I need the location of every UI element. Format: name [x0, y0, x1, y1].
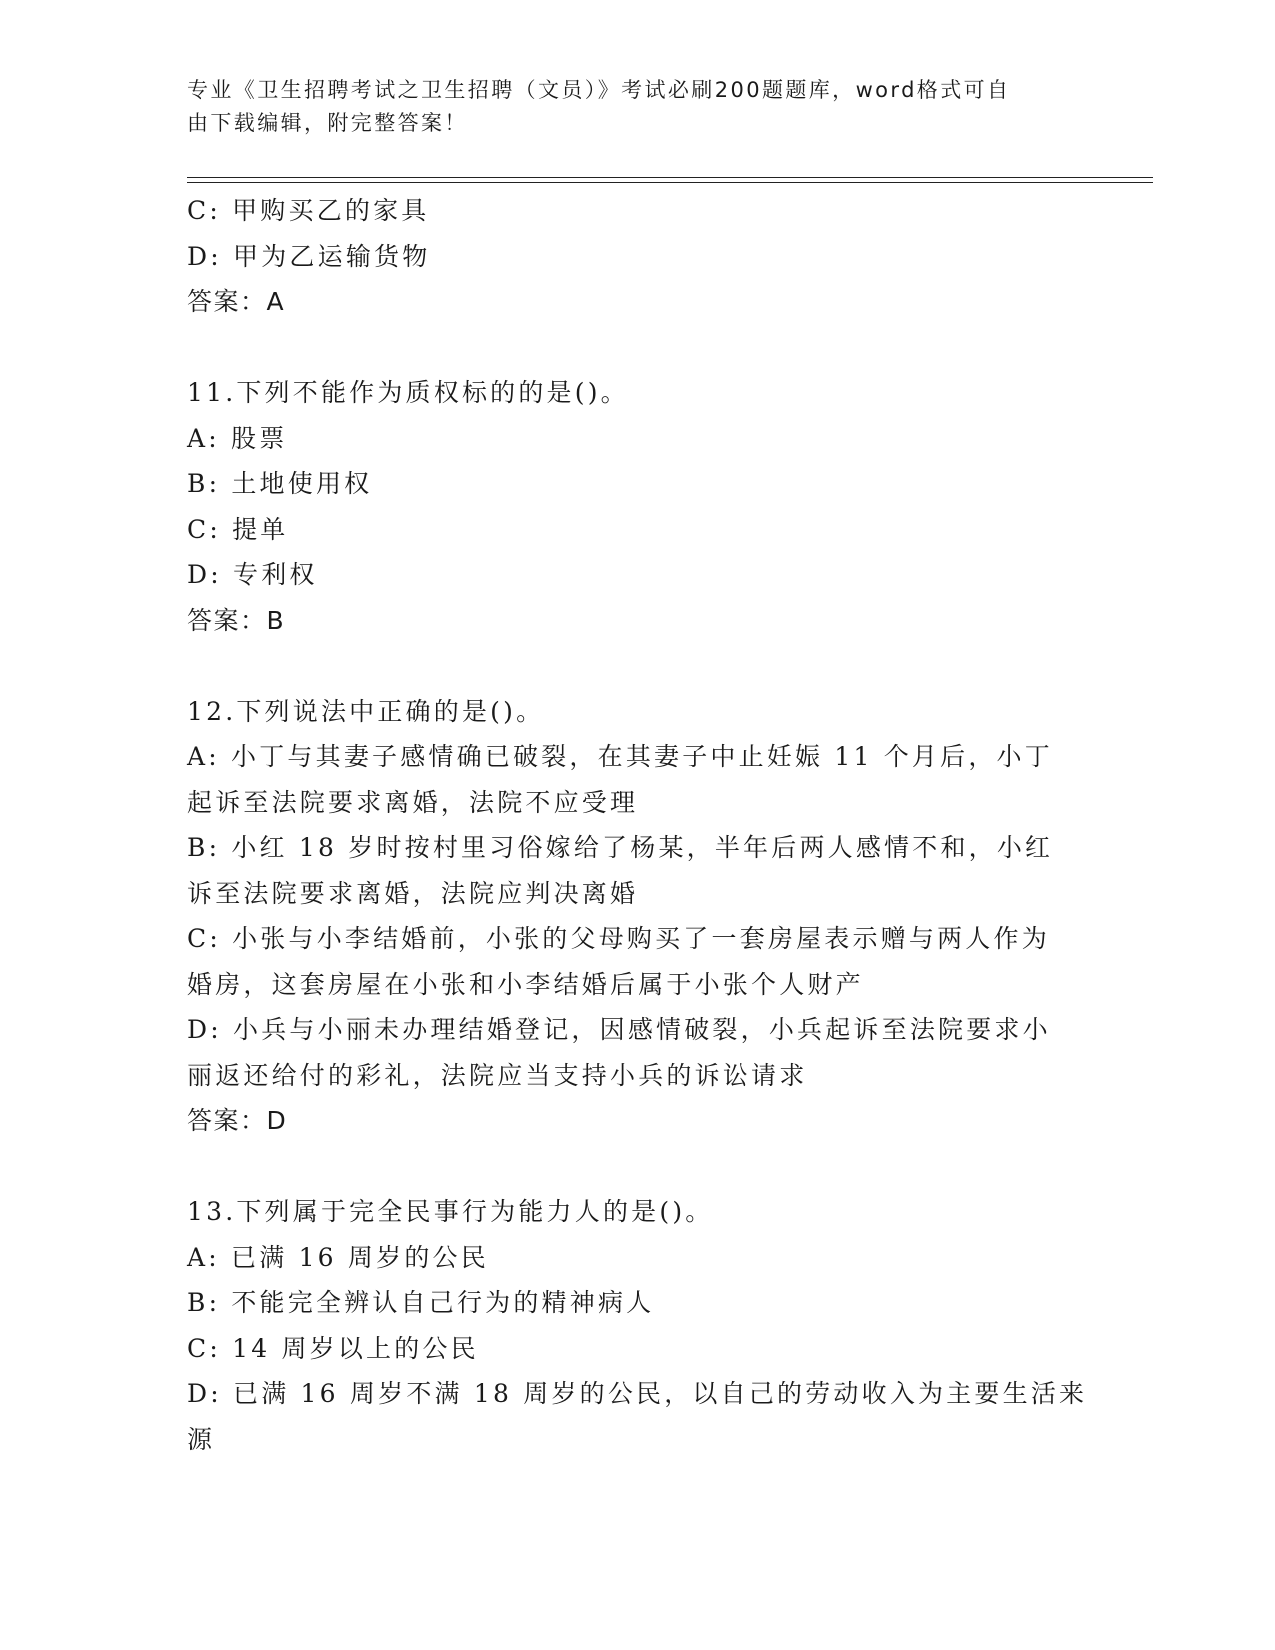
option-c: C: 甲购买乙的家具	[187, 196, 430, 225]
option-d: D: 专利权	[187, 560, 318, 589]
question-11	[187, 370, 1087, 643]
option-b-line-1: B: 小红 18 岁时按村里习俗嫁给了杨某，半年后两人感情不和，小红	[187, 833, 1054, 862]
option-a-line-2: 起诉至法院要求离婚，法院不应受理	[187, 787, 639, 817]
option-b: B: 不能完全辨认自己行为的精神病人	[187, 1288, 655, 1317]
option-c-line-1: C: 小张与小李结婚前，小张的父母购买了一套房屋表示赠与两人作为	[187, 924, 1050, 953]
answer: 答案：D	[187, 1106, 288, 1135]
option-b: B: 土地使用权	[187, 469, 373, 498]
question-text: 11.下列不能作为质权标的的是()。	[187, 378, 629, 407]
header-divider-bottom	[187, 182, 1153, 183]
option-a-line-1: A: 小丁与其妻子感情确已破裂，在其妻子中止妊娠 11 个月后，小丁	[187, 742, 1053, 771]
option-d-line-1: D: 小兵与小丽未办理结婚登记，因感情破裂，小兵起诉至法院要求小	[187, 1015, 1051, 1044]
page-header	[187, 74, 1067, 140]
spacer	[187, 643, 1087, 689]
question-text: 13.下列属于完全民事行为能力人的是()。	[187, 1197, 714, 1226]
option-b-line-2: 诉至法院要求离婚，法院应判决离婚	[187, 878, 639, 908]
header-line-2: 由下载编辑，附完整答案！	[187, 111, 468, 135]
question-13	[187, 1189, 1087, 1462]
header-line-1: 专业《卫生招聘考试之卫生招聘（文员）》考试必刷200题题库，word格式可自	[187, 78, 1011, 102]
option-d-line-2: 丽返还给付的彩礼，法院应当支持小兵的诉讼请求	[187, 1060, 808, 1090]
option-d-line-1: D: 已满 16 周岁不满 18 周岁的公民，以自己的劳动收入为主要生活来	[187, 1379, 1088, 1408]
question-list	[187, 188, 1087, 1462]
question-text: 12.下列说法中正确的是()。	[187, 696, 545, 726]
option-a: A: 已满 16 周岁的公民	[187, 1242, 489, 1272]
answer: 答案：A	[187, 287, 286, 316]
header-divider-top	[187, 177, 1153, 178]
answer: 答案：B	[187, 605, 286, 635]
spacer	[187, 325, 1087, 371]
option-d: D: 甲为乙运输货物	[187, 241, 431, 271]
question-12	[187, 689, 1087, 1144]
option-a: A: 股票	[187, 423, 288, 453]
option-c: C: 14 周岁以上的公民	[187, 1333, 479, 1363]
spacer	[187, 1144, 1087, 1190]
option-c-line-2: 婚房，这套房屋在小张和小李结婚后属于小张个人财产	[187, 969, 864, 999]
option-c: C: 提单	[187, 514, 289, 544]
option-d-line-2: 源	[187, 1424, 216, 1454]
question-10-tail	[187, 188, 1087, 325]
